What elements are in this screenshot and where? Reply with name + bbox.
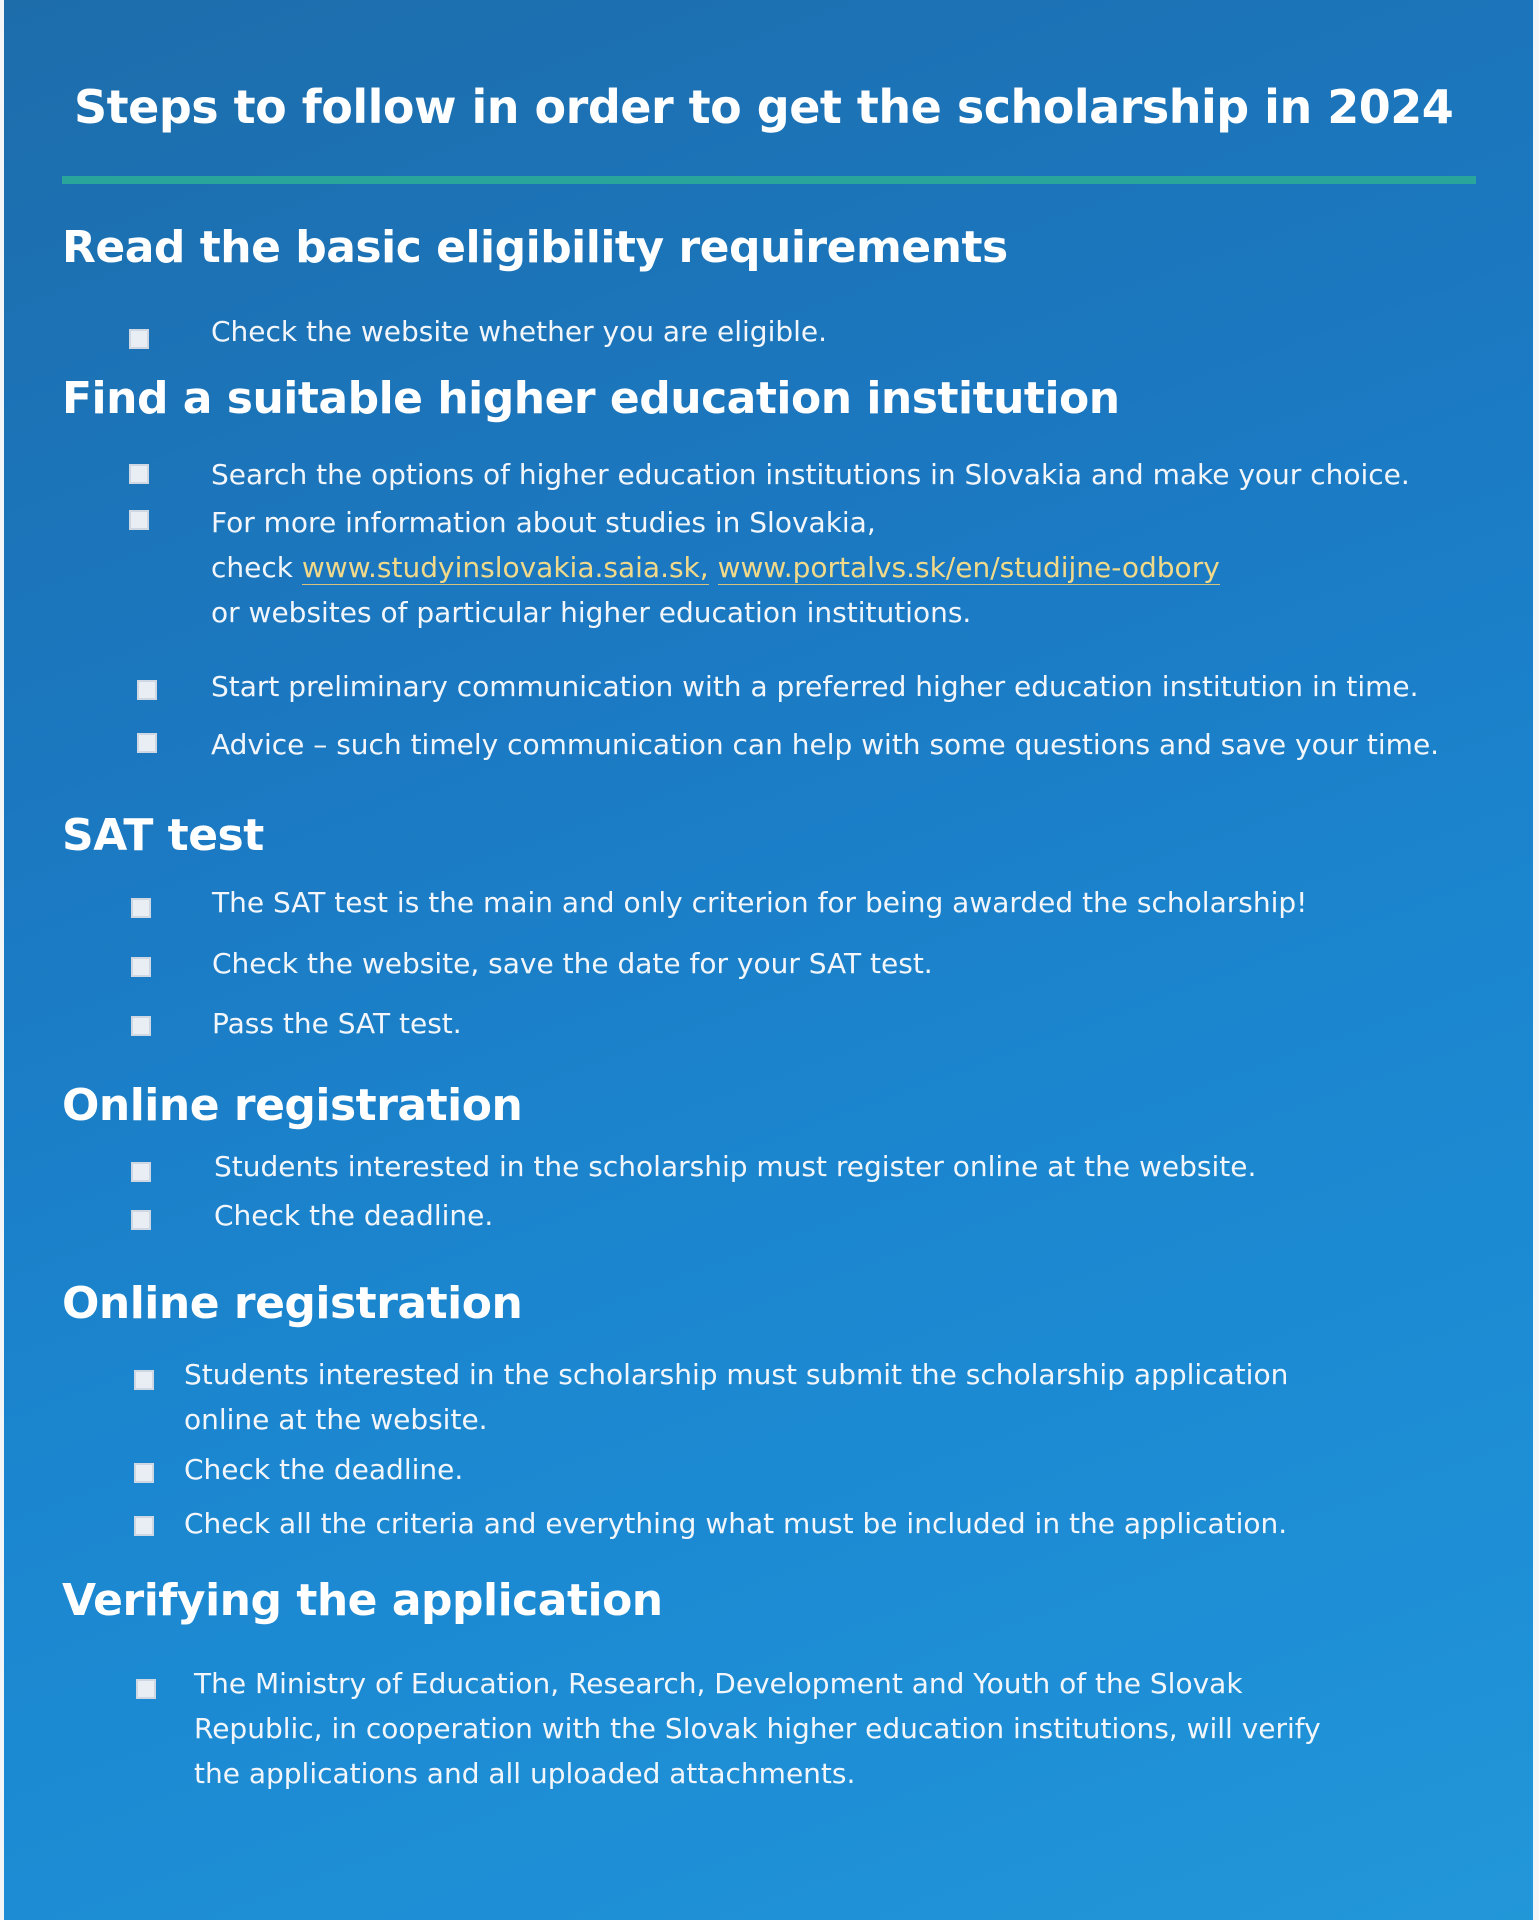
eligibility-item-1: Check the website whether you are eligible. [211, 315, 828, 348]
bullet-icon [129, 329, 149, 349]
heading-application: Online registration [62, 1278, 523, 1329]
heading-institution: Find a suitable higher education institution [62, 373, 1120, 424]
heading-verifying: Verifying the application [62, 1575, 663, 1626]
heading-sat: SAT test [62, 810, 264, 861]
registration-item-register: Students interested in the scholarship must register online at the website. [214, 1150, 1257, 1183]
bullet-icon [134, 1516, 154, 1536]
heading-registration: Online registration [62, 1080, 523, 1131]
application-item-deadline: Check the deadline. [184, 1453, 464, 1486]
institution-info-links-line [211, 545, 1220, 590]
institution-item-advice: Advice – such timely communication can help with some questions and save your time. [211, 728, 1440, 761]
heading-eligibility: Read the basic eligibility requirements [62, 222, 1008, 273]
bullet-icon [131, 1162, 151, 1182]
page-title: Steps to follow in order to get the scholarship in 2024 [74, 80, 1454, 134]
bullet-icon [129, 464, 149, 484]
application-item-submit-line2: online at the website. [184, 1403, 488, 1436]
verifying-item-line3: the applications and all uploaded attachments. [194, 1757, 856, 1790]
bullet-icon [136, 1679, 156, 1699]
bullet-icon [134, 1370, 154, 1390]
registration-item-deadline: Check the deadline. [214, 1199, 494, 1232]
bullet-icon [131, 1016, 151, 1036]
bullet-icon [131, 957, 151, 977]
verifying-item-line2: Republic, in cooperation with the Slovak higher education institutions, will verify [194, 1712, 1321, 1745]
link-studyinslovakia[interactable]: www.studyinslovakia.saia.sk, [301, 551, 709, 584]
link-portalvs[interactable]: www.portalvs.sk/en/studijne-odbory [717, 551, 1220, 584]
bullet-icon [137, 733, 157, 753]
bullet-icon [137, 680, 157, 700]
institution-item-search: Search the options of higher education institutions in Slovakia and make your choice. [211, 458, 1410, 491]
institution-item-communication: Start preliminary communication with a preferred higher education institution in time. [211, 670, 1419, 703]
verifying-item-line1: The Ministry of Education, Research, Development and Youth of the Slovak [194, 1667, 1243, 1700]
sat-item-date: Check the website, save the date for your SAT test. [212, 947, 933, 980]
sat-item-criterion: The SAT test is the main and only criterion for being awarded the scholarship! [212, 886, 1308, 919]
application-item-criteria: Check all the criteria and everything what must be included in the application. [184, 1507, 1288, 1540]
bullet-icon [131, 898, 151, 918]
bullet-icon [134, 1463, 154, 1483]
bullet-icon [131, 1210, 151, 1230]
institution-item-info: For more information about studies in Slovakia, [211, 506, 876, 539]
info-links-prefix: check [211, 551, 302, 584]
application-item-submit: Students interested in the scholarship must submit the scholarship application [184, 1358, 1289, 1391]
sat-item-pass: Pass the SAT test. [212, 1007, 462, 1040]
institution-info-line3: or websites of particular higher education institutions. [211, 596, 972, 629]
title-divider [62, 176, 1476, 184]
bullet-icon [129, 510, 149, 530]
